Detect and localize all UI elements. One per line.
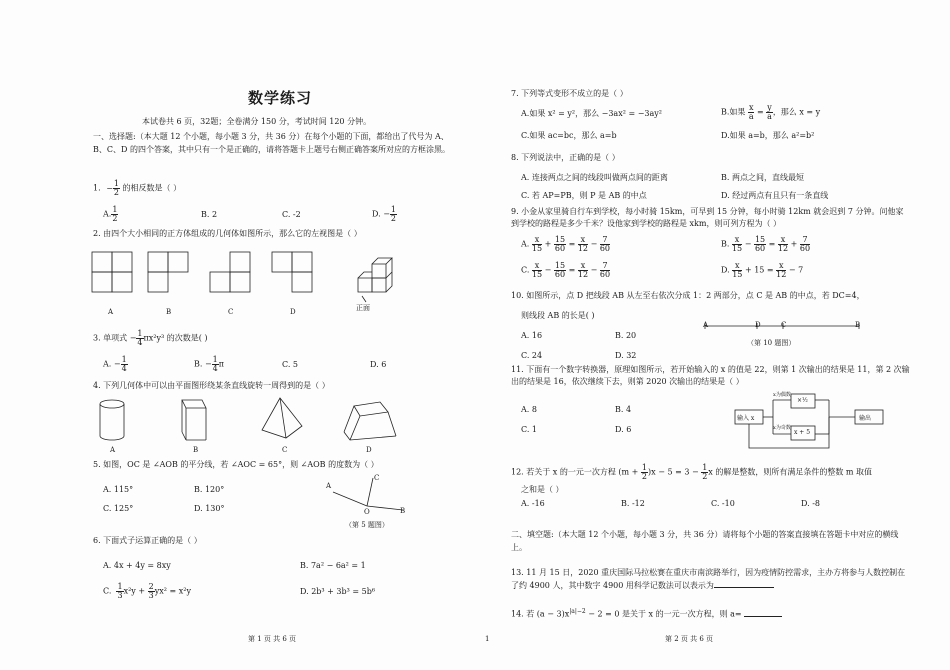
question-4: 4. 下列几何体中可以由平面图形绕某条直线旋转一周得到的是（ ） xyxy=(93,381,330,390)
q8-option-a: A. 连接两点之间的线段叫做两点间的距离 xyxy=(521,173,668,182)
q11-half-box: ×½ xyxy=(797,397,808,404)
q10-option-c: C. 24 xyxy=(521,351,543,360)
q6-option-b: B. 7a² − 6a² = 1 xyxy=(300,561,366,570)
q4-solids-figure xyxy=(90,396,400,446)
q3-option-d: D. 6 xyxy=(370,360,387,369)
q5-point-b: B xyxy=(400,507,406,515)
q13-answer-blank[interactable] xyxy=(714,587,774,588)
q5-point-a: A xyxy=(326,482,332,490)
q11-option-a: A. 8 xyxy=(521,405,537,414)
q2-label-b: B xyxy=(166,308,172,316)
right-page xyxy=(475,0,950,670)
q3-option-a: A. − $\frac{1}{4}$ xyxy=(103,355,127,373)
question-13: 13. 11 月 15 日，2020 重庆国际马拉松赛在重庆市南滨路举行，因为疫情防控需求，主办方将参与人数控制在了约 4900 人，其中数字 4900 用科学记数法可以表示为 xyxy=(511,568,906,590)
q10-option-a: A. 16 xyxy=(521,331,543,340)
question-3: 3. 单项式 − $\frac{1}{4}$ πx²y³ 的次数是( ) xyxy=(93,329,208,347)
q10-point-b: B xyxy=(855,321,861,329)
q12-option-d: D. -8 xyxy=(801,499,821,508)
q11-option-d: D. 6 xyxy=(615,425,632,434)
q4-label-a: A xyxy=(110,446,116,454)
q6-option-a: A. 4x + 4y = 8xy xyxy=(103,561,171,570)
q7-option-c: C.如果 ac=bc，那么 a=b xyxy=(521,131,617,140)
q14-answer-blank[interactable] xyxy=(744,616,782,617)
exam-info: 本试卷共 6 页，32题；全卷满分 150 分，考试时间 120 分钟。 xyxy=(142,117,372,126)
q10-point-a: A xyxy=(703,321,709,329)
q12-option-b: B. -12 xyxy=(621,499,645,508)
question-11: 11. 下面有一个数字转换器，原理如图所示，若开始输入的 x 的值是 22，则第 1 次输出的结果是 11，第 2 次输出的结果是 16，依次继续下去，则第 2020 次输出的结果是（ ） xyxy=(511,365,910,386)
q4-label-c: C xyxy=(282,446,288,454)
q9-option-b: B. $\frac{x}{15}$ − $\frac{15}{60}$ = $\frac{x}{12}$ + $\frac{7}{60}$ xyxy=(721,235,811,253)
q5-option-c: C. 125° xyxy=(103,504,134,513)
q7-option-d: D.如果 a=b，那么 a²=b² xyxy=(721,131,815,140)
question-12: 12. 若关于 x 的一元一次方程 (m + $\frac{1}{2}$ )x − 5 = 3 − $\frac{1}{2}$ x 的解是整数，则所有满足条件的整数 m 取值 xyxy=(511,463,873,481)
question-2: 2. 由四个大小相同的正方体组成的几何体如图所示，那么它的左视图是（ ） xyxy=(93,229,362,238)
q11-output-box: 输出 xyxy=(859,415,872,422)
question-10-line2: 则线段 AB 的长是( ) xyxy=(521,311,595,320)
q4-label-d: D xyxy=(366,446,372,454)
q5-option-b: B. 120° xyxy=(194,485,225,494)
q1-option-a: A. $\frac{1}{2}$ xyxy=(103,205,118,223)
section-1-instructions: 一、选择题:（本大题 12 个小题，每小题 3 分，共 36 分）在每个小题的下面，都给出了代号为 A、B、C、D 的四个答案，其中只有一个是正确的，请将答题卡上题号右侧正确答案所对应的方框涂黑。 xyxy=(93,132,450,154)
q5-point-o: O xyxy=(364,508,370,516)
q11-odd-label: x为奇数 xyxy=(773,425,791,431)
q5-option-d: D. 130° xyxy=(194,504,225,513)
q2-front-label: 正面 xyxy=(356,304,370,312)
q8-option-d: D. 经过两点有且只有一条直线 xyxy=(721,191,829,200)
center-page-mark: 1 xyxy=(485,635,490,643)
left-footer: 第 1 页 共 6 页 xyxy=(248,635,297,643)
q7-option-b: B.如果 $\frac{x}{a}$ = $\frac{y}{a}$ ，那么 x = y xyxy=(721,103,821,121)
q11-flowchart xyxy=(733,392,893,452)
q6-option-d: D. 2b³ + 3b³ = 5b⁶ xyxy=(300,587,376,596)
q7-option-a: A.如果 x² = y²，那么 −3ax² = −3ay² xyxy=(521,109,662,118)
section-2-instructions: 二、填空题:（本大题 12 个小题，每小题 3 分，共 36 分）请将每个小题的答案直接填在答题卡中对应的横线上。 xyxy=(511,530,899,552)
page-title: 数学练习 xyxy=(248,89,313,107)
q9-option-c: C. $\frac{x}{15}$ − $\frac{15}{60}$ = $\frac{x}{12}$ − $\frac{7}{60}$ xyxy=(521,261,611,279)
q2-views-figure xyxy=(90,250,420,310)
question-12-line2: 之和是（ ） xyxy=(521,485,564,494)
q1-option-d: D. − $\frac{1}{2}$ xyxy=(372,205,397,223)
q2-label-d: D xyxy=(290,308,296,316)
q3-option-b: B. − $\frac{1}{4}$ π xyxy=(194,355,225,373)
q11-option-b: B. 4 xyxy=(615,405,632,414)
q8-option-c: C. 若 AP=PB，则 P 是 AB 的中点 xyxy=(521,191,647,200)
q9-option-a: A. $\frac{x}{15}$ + $\frac{15}{60}$ = $\frac{x}{12}$ − $\frac{7}{60}$ xyxy=(521,235,611,253)
question-9: 9. 小金从家里骑自行车到学校，每小时骑 15km，可早到 15 分钟，每小时骑 12km 就会迟到 7 分钟。问他家到学校的路程是多少千米？设他家到学校的路程是 xkm，则可列方程为（ ） xyxy=(511,207,904,228)
question-6: 6. 下面式子运算正确的是（ ） xyxy=(93,536,202,545)
question-8: 8. 下列说法中，正确的是（ ） xyxy=(511,153,620,162)
q12-option-c: C. -10 xyxy=(711,499,735,508)
q3-option-c: C. 5 xyxy=(282,360,299,369)
question-14: 14. 若 $(a - 3)x^{|a|-2} - 2 = 0$ 是关于 x 的一元一次方程，则 a= xyxy=(511,606,782,620)
q5-option-a: A. 115° xyxy=(103,485,134,494)
q4-label-b: B xyxy=(193,446,199,454)
q8-option-b: B. 两点之间，直线最短 xyxy=(721,173,804,182)
q1-option-b: B. 2 xyxy=(201,210,218,219)
q6-option-c: C. $\frac{1}{3}$ x²y + $\frac{2}{3}$ yx² = x²y xyxy=(103,582,191,600)
q11-plus5-box: x + 5 xyxy=(794,429,811,436)
q10-point-d: D xyxy=(755,321,761,329)
q10-option-b: B. 20 xyxy=(615,331,637,340)
question-1: 1. − $\frac{1}{2}$ 的相反数是（ ） xyxy=(93,179,182,197)
q9-option-d: D. $\frac{x}{15}$ + 15 = $\frac{x}{12}$ − 7 xyxy=(721,261,804,279)
q10-option-d: D. 32 xyxy=(615,351,637,360)
right-footer: 第 2 页 共 6 页 xyxy=(665,635,714,643)
q10-point-c: C xyxy=(781,321,787,329)
q2-label-a: A xyxy=(108,308,114,316)
q11-even-label: x为偶数 xyxy=(773,392,791,398)
question-5: 5. 如图，OC 是 ∠AOB 的平分线，若 ∠AOC = 65°，则 ∠AOB 的度数为（ ） xyxy=(93,460,379,469)
q12-option-a: A. -16 xyxy=(521,499,545,508)
q5-point-c: C xyxy=(374,474,380,482)
question-7: 7. 下列等式变形不成立的是（ ） xyxy=(511,89,628,98)
q11-input-box: 输入 x xyxy=(737,415,755,422)
q2-label-c: C xyxy=(228,308,234,316)
question-10: 10. 如图所示，点 D 把线段 AB 从左至右依次分成 1：2 两部分，点 C 是 AB 的中点，若 DC=4， xyxy=(511,291,865,300)
q5-figure-caption: （第 5 题图） xyxy=(345,521,389,529)
q11-option-c: C. 1 xyxy=(521,425,538,434)
q1-option-c: C. -2 xyxy=(282,210,301,219)
q10-figure-caption: （第 10 题图） xyxy=(747,339,796,347)
